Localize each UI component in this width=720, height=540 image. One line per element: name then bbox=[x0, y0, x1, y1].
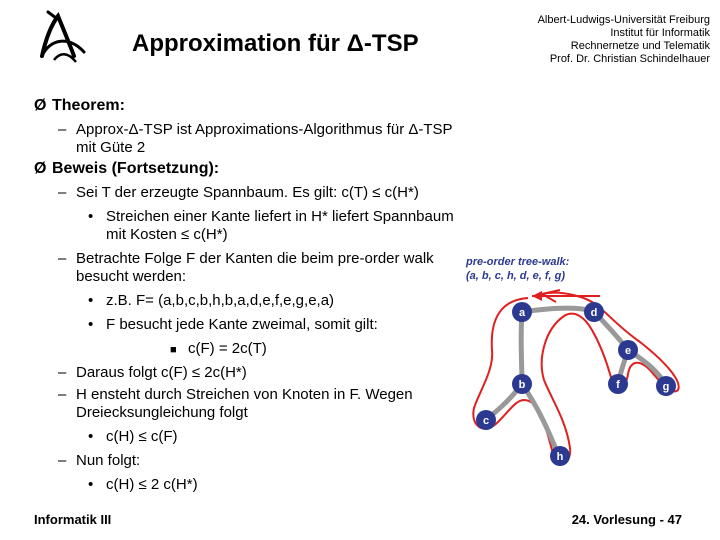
node-label: g bbox=[662, 381, 670, 393]
node-h bbox=[550, 446, 570, 466]
dot-bullet-icon: • bbox=[88, 476, 94, 493]
dot-bullet-icon: • bbox=[88, 428, 94, 445]
dash-bullet-icon: – bbox=[58, 386, 67, 403]
node-label: d bbox=[590, 307, 598, 319]
node-b bbox=[512, 374, 532, 394]
proof-item: – Nun folgt: bbox=[58, 452, 141, 469]
footer-page: 24. Vorlesung - 47 bbox=[571, 512, 682, 527]
proof-item-cont: Dreiecksungleichung folgt bbox=[76, 404, 248, 421]
theorem-text-cont: mit Güte 2 bbox=[76, 139, 146, 156]
square-bullet-icon: ■ bbox=[170, 344, 177, 356]
proof-item: – Sei T der erzeugte Spannbaum. Es gilt: c(T) ≤ c(H*) bbox=[58, 184, 419, 201]
dot-bullet-icon: • bbox=[88, 292, 94, 309]
proof-item: – H ensteht durch Streichen von Knoten in F. Wegen bbox=[58, 386, 413, 403]
proof-subitem: • c(H) ≤ 2 c(H*) bbox=[88, 476, 198, 493]
node-label: h bbox=[556, 451, 564, 463]
arrow-bullet-icon: Ø bbox=[34, 97, 47, 114]
tree-walk-figure bbox=[460, 250, 720, 472]
dot-bullet-icon: • bbox=[88, 208, 94, 225]
node-d bbox=[584, 302, 604, 322]
proof-subitem: • Streichen einer Kante liefert in H* liefert Spannbaum bbox=[88, 208, 454, 225]
footer-course: Informatik III bbox=[34, 512, 112, 527]
dash-bullet-icon: – bbox=[58, 184, 67, 201]
dash-bullet-icon: – bbox=[58, 121, 67, 138]
dot-bullet-icon: • bbox=[88, 316, 94, 333]
proof-subitem-cont: mit Kosten ≤ c(H*) bbox=[106, 226, 228, 243]
institution-line: Prof. Dr. Christian Schindelhauer bbox=[549, 53, 710, 65]
proof-item-cont: besucht werden: bbox=[76, 268, 187, 285]
node-label: c bbox=[482, 415, 490, 427]
figure-caption-line: pre-order tree-walk: bbox=[466, 256, 570, 268]
proof-subitem: • c(H) ≤ c(F) bbox=[88, 428, 178, 445]
node-a bbox=[512, 302, 532, 322]
institution-line: Albert-Ludwigs-Universität Freiburg bbox=[537, 14, 710, 26]
figure-caption-line: (a, b, c, h, d, e, f, g) bbox=[466, 270, 566, 282]
proof-subitem: • z.B. F= (a,b,c,b,h,b,a,d,e,f,e,g,e,a) bbox=[88, 292, 335, 309]
institution-line: Institut für Informatik bbox=[610, 27, 710, 39]
node-g bbox=[656, 376, 676, 396]
slide-title: Approximation für Δ-TSP bbox=[132, 30, 419, 57]
dash-bullet-icon: – bbox=[58, 452, 67, 469]
proof-item: – Daraus folgt c(F) ≤ 2c(H*) bbox=[58, 364, 247, 381]
dash-bullet-icon: – bbox=[58, 364, 67, 381]
theorem-heading: Ø Theorem: bbox=[34, 97, 125, 114]
node-label: f bbox=[616, 379, 620, 391]
walk-outline bbox=[473, 293, 678, 462]
node-c bbox=[476, 410, 496, 430]
proof-subsubitem: ■ c(F) = 2c(T) bbox=[170, 340, 267, 357]
dash-bullet-icon: – bbox=[58, 250, 67, 267]
proof-subitem: • F besucht jede Kante zweimal, somit gilt: bbox=[88, 316, 378, 333]
proof-item: – Betrachte Folge F der Kanten die beim pre-order walk bbox=[58, 250, 434, 267]
walk-start-arrow-head bbox=[532, 291, 542, 301]
node-label: b bbox=[518, 379, 526, 391]
node-label: a bbox=[518, 307, 526, 319]
theorem-text: – Approx-Δ-TSP ist Approximations-Algorithmus für Δ-TSP bbox=[58, 121, 453, 138]
node-e bbox=[618, 340, 638, 360]
node-f bbox=[608, 374, 628, 394]
node-label: e bbox=[624, 345, 632, 357]
proof-heading: Ø Beweis (Fortsetzung): bbox=[34, 160, 220, 177]
institution-line: Rechnernetze und Telematik bbox=[570, 40, 710, 52]
arrow-bullet-icon: Ø bbox=[34, 160, 47, 177]
